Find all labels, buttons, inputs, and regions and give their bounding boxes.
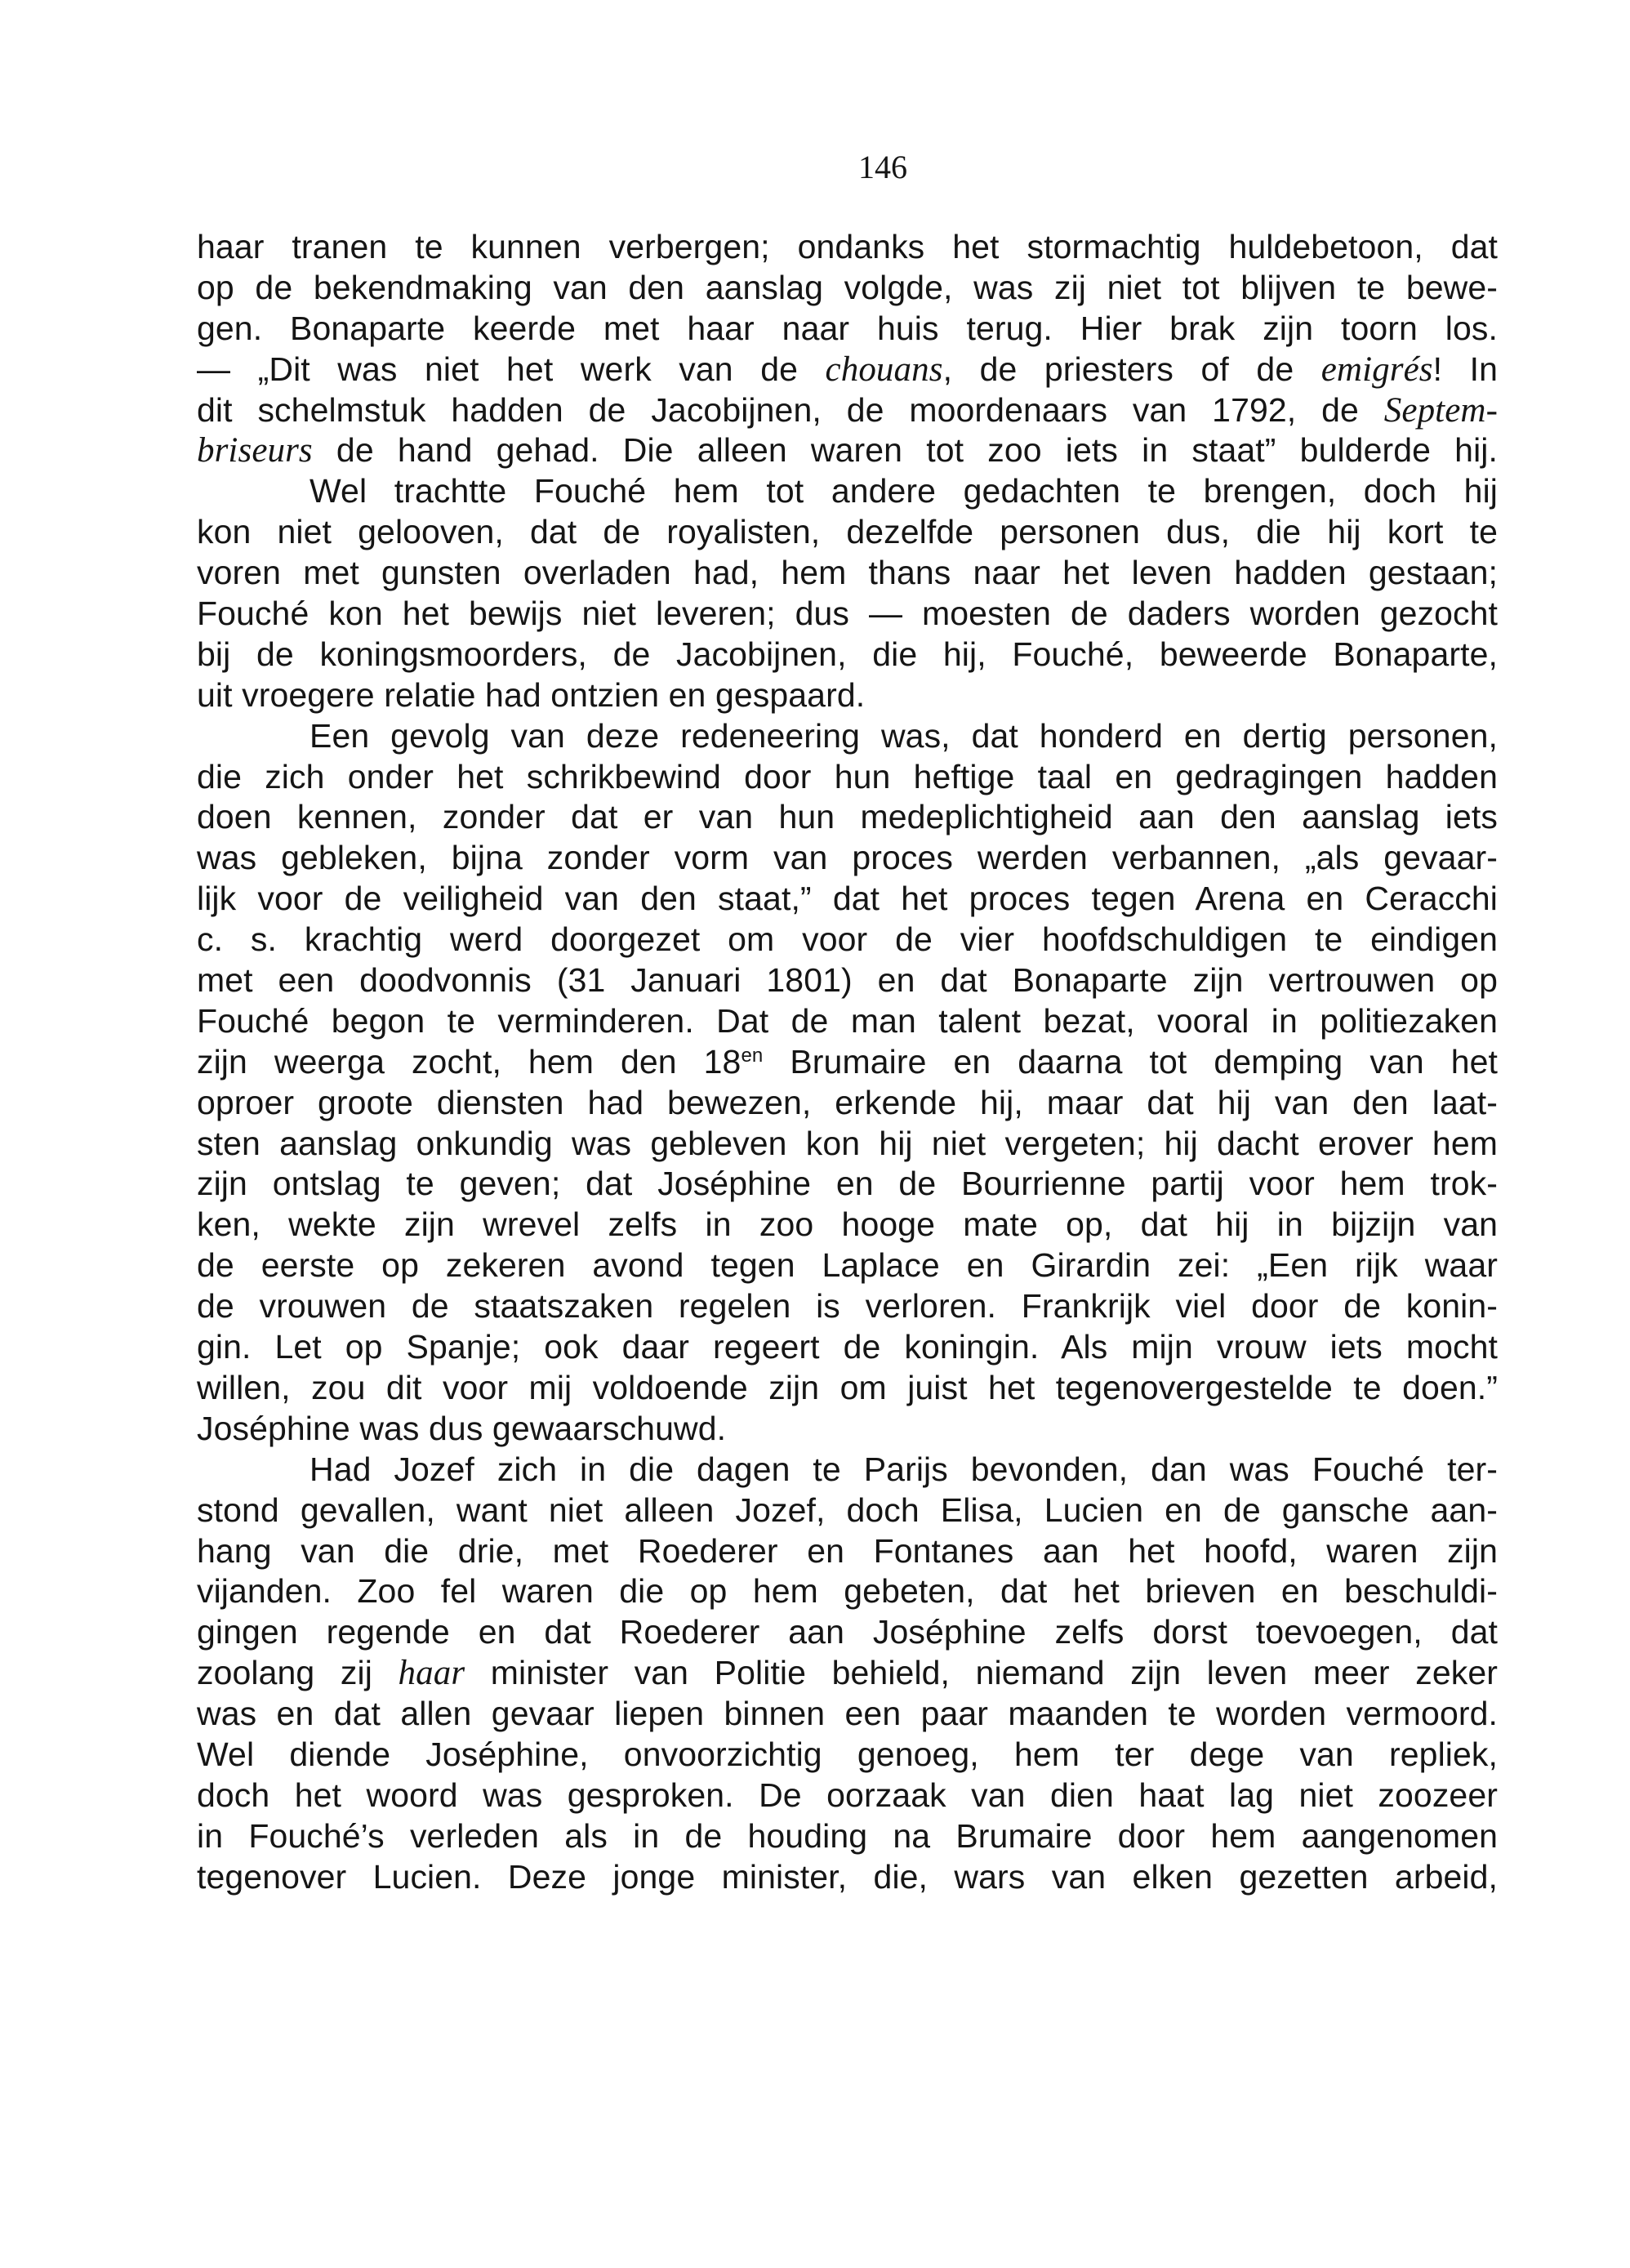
text-run: de hand gehad. Die alleen waren tot zoo iets in staat” bulderde hij. <box>312 431 1498 470</box>
text-line <box>197 430 1498 471</box>
text-line: Wel diende Joséphine, onvoorzichtig genoeg, hem ter dege van repliek, <box>197 1735 1498 1773</box>
text-line: Fouché kon het bewijs niet leveren; dus — moesten de daders worden gezocht <box>197 595 1498 633</box>
text-line: Een gevolg van deze redeneering was, dat honderd en dertig personen, <box>310 716 1498 755</box>
text-line: gin. Let op Spanje; ook daar regeert de koningin. Als mijn vrouw iets mocht <box>197 1328 1498 1366</box>
text-line: die zich onder het schrikbewind door hun heftige taal en gedragingen hadden <box>197 757 1498 795</box>
text-line: vijanden. Zoo fel waren die op hem gebeten, dat het brieven en beschuldi- <box>197 1572 1498 1611</box>
text-line: kon niet gelooven, dat de royalisten, dezelfde personen dus, die hij kort te <box>197 513 1498 551</box>
text-line: lijk voor de veiligheid van den staat,” dat het proces tegen Arena en Ceracchi <box>197 880 1498 918</box>
text-line: sten aanslag onkundig was gebleven kon hij niet vergeten; hij dacht erover hem <box>197 1124 1498 1162</box>
text-line: was gebleken, bijna zonder vorm van proces werden verbannen, „als gevaar- <box>197 839 1498 877</box>
italic-word: briseurs <box>197 431 313 470</box>
text-run: dit schelmstuk hadden de Jacobijnen, de moordenaars van 1792, de <box>197 390 1384 429</box>
text-line: bij de koningsmoorders, de Jacobijnen, die hij, Fouché, beweerde Bonaparte, <box>197 635 1498 673</box>
italic-word: chouans <box>825 350 943 389</box>
text-run: zoolang zij <box>197 1654 399 1692</box>
text-line: willen, zou dit voor mij voldoende zijn om juist het tegenovergestelde te doen.” <box>197 1368 1498 1406</box>
text-line: hang van die drie, met Roederer en Fontanes aan het hoofd, waren zijn <box>197 1531 1498 1570</box>
italic-word: emigrés <box>1320 350 1433 389</box>
text-line: haar tranen te kunnen verbergen; ondanks het stormachtig huldebetoon, dat <box>197 228 1498 265</box>
text-line <box>197 1653 1498 1694</box>
text-line: gingen regende en dat Roederer aan Joséphine zelfs dorst toevoegen, dat <box>197 1613 1498 1651</box>
page-number: 146 <box>858 149 907 185</box>
text-run: , de priesters of de <box>942 350 1321 388</box>
body-text <box>197 227 1498 1898</box>
text-run: Brumaire en daarna tot demping van het <box>763 1042 1498 1081</box>
text-line: ken, wekte zijn wrevel zelfs in zoo hooge mate op, dat hij in bijzijn van <box>197 1205 1498 1244</box>
text-line: c. s. krachtig werd doorgezet om voor de vier hoofdschuldigen te eindigen <box>197 920 1498 959</box>
text-line: op de bekendmaking van den aanslag volgde, was zij niet tot blijven te bewe- <box>197 268 1498 306</box>
text-run: zijn weerga zocht, hem den 18 <box>197 1042 742 1081</box>
text-line: in Fouché’s verleden als in de houding na Brumaire door hem aangenomen <box>197 1816 1498 1855</box>
text-run: minister van Politie behield, niemand zijn leven meer zeker <box>465 1654 1498 1692</box>
superscript: en <box>741 1044 764 1067</box>
text-line: de vrouwen de staatszaken regelen is verloren. Frankrijk viel door de konin- <box>197 1287 1498 1326</box>
text-line: Fouché begon te verminderen. Dat de man talent bezat, vooral in politiezaken <box>197 1001 1498 1040</box>
text-line <box>197 390 1498 431</box>
text-line: Wel trachtte Fouché hem tot andere gedachten te brengen, doch hij <box>310 472 1498 510</box>
text-line <box>197 350 1498 390</box>
text-line: was en dat allen gevaar liepen binnen een paar maanden te worden vermoord. <box>197 1695 1498 1733</box>
text-run: ! In <box>1432 350 1498 388</box>
text-line: oproer groote diensten had bewezen, erkende hij, maar dat hij van den laat- <box>197 1083 1498 1121</box>
text-line: Joséphine was dus gewaarschuwd. <box>197 1409 727 1447</box>
text-line: met een doodvonnis (31 Januari 1801) en dat Bonaparte zijn vertrouwen op <box>197 961 1498 1000</box>
text-line: stond gevallen, want niet alleen Jozef, doch Elisa, Lucien en de gansche aan- <box>197 1490 1498 1529</box>
text-line: voren met gunsten overladen had, hem thans naar het leven hadden gestaan; <box>197 554 1498 592</box>
italic-word: haar <box>398 1654 465 1693</box>
text-line <box>197 1042 1498 1083</box>
text-line: doch het woord was gesproken. De oorzaak van dien haat lag niet zoozeer <box>197 1776 1498 1814</box>
text-line: Had Jozef zich in die dagen te Parijs bevonden, dan was Fouché ter- <box>310 1450 1498 1488</box>
text-line: uit vroegere relatie had ontzien en gespaard. <box>197 675 866 714</box>
italic-word: Septem- <box>1383 390 1498 430</box>
text-line: tegenover Lucien. Deze jonge minister, die, wars van elken gezetten arbeid, <box>197 1857 1498 1896</box>
text-line: de eerste op zekeren avond tegen Laplace en Girardin zei: „Een rijk waar <box>197 1246 1498 1285</box>
text-run: — „Dit was niet het werk van de <box>197 350 826 388</box>
text-line: zijn ontslag te geven; dat Joséphine en de Bourrienne partij voor hem trok- <box>197 1165 1498 1203</box>
text-line: gen. Bonaparte keerde met haar naar huis terug. Hier brak zijn toorn los. <box>197 309 1498 347</box>
text-line: doen kennen, zonder dat er van hun medeplichtigheid aan den aanslag iets <box>197 798 1498 836</box>
